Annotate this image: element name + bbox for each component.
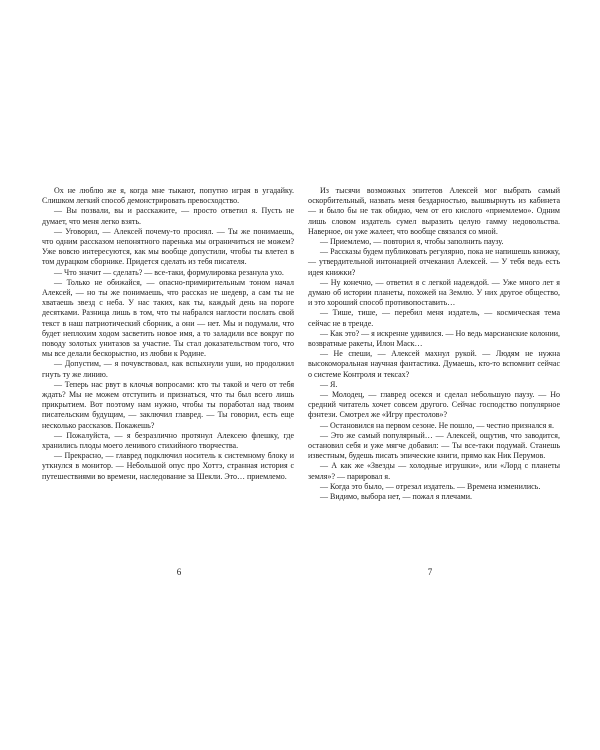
left-paragraph: — Теперь нас рвут в клочья вопросами: кто ты такой и чего от тебя ждать? Мы не можем отступить и признаться, что ты был всего лишь прикрытием. Вот поэтому нам нужно, чтобы ты поработал над твоим писательским будущим, — заключил главред. — Ты говорил, есть еще несколько рассказов. Покажешь? xyxy=(42,379,294,430)
right-paragraph: — Не спеши, — Алексей махнул рукой. — Людям не нужна высокоморальная научная фантастика. Думаешь, кто-то вспомнит сейчас о системе Контроля и тексах? xyxy=(308,349,560,379)
left-paragraph: — Только не обижайся, — опасно-примирительным тоном начал Алексей, — но ты же понимаешь, что рассказ не шедевр, а сам ты не хватаешь звезд с неба. У нас таких, как ты, каждый день на пороге десятками. Разница лишь в том, что ты набрался наглости послать свой текст в наш патриотический сборник, а они — нет. Мы и подумали, что будет неплохим ходом засветить новое имя, а то заладили все вокруг по поводу золотых унитазов за участие. Ты стал доказательством того, что мы все делали бескорыстно, из любви к Родине. xyxy=(42,277,294,359)
left-paragraph: Ох не люблю же я, когда мне тыкают, попутно играя в угадайку. Слишком легкий способ демонстрировать превосходство. xyxy=(42,186,294,206)
right-paragraph: — Я. xyxy=(320,379,338,389)
right-paragraph: — Молодец, — главред осекся и сделал небольшую паузу. — Но средний читатель хочет совсем другого. Сейчас господство популярное фэнтези. Смотрел же «Игру престолов»? xyxy=(308,390,560,420)
left-paragraph: — Пожалуйста, — я безразлично протянул Алексею флешку, где хранились плоды моего ленивого стихийного творчества. xyxy=(42,430,294,451)
right-paragraph: — Как это? — я искренне удивился. — Но ведь марсианские колонии, возвратные ракеты, Илон Маск… xyxy=(308,328,560,349)
left-paragraph: — Допустим, — я почувствовал, как вспыхнули уши, но продолжил гнуть ту же линию. xyxy=(42,359,294,379)
right-paragraph: — Рассказы будем публиковать регулярно, пока не напишешь книжку, — утвердительной интонацией отчеканил Алексей. — У тебя ведь есть идея книжки? xyxy=(308,247,560,277)
right-page xyxy=(308,186,560,502)
left-paragraph: — Вы позвали, вы и расскажите, — просто ответил я. Пусть не думает, что меня легко взять. xyxy=(42,206,294,226)
left-paragraph: — Что значит — сделать? — все-таки, формулировка резанула ухо. xyxy=(54,267,284,277)
right-paragraph: — Это же самый популярный… — Алексей, ощутив, что заводится, остановил себя и уже мягче добавил: — Ты все-таки подумай. Станешь известным, будешь писать эпические книги, прямо как Ник Перумов. xyxy=(308,430,560,461)
right-paragraph: — А как же «Звезды — холодные игрушки», или «Лорд с планеты земля»? — парировал я. xyxy=(308,461,560,481)
left-paragraph: — Уговорил, — Алексей почему-то просиял. — Ты же понимаешь, что одним рассказом непонятного паренька мы ограничиться не можем? Уже вовсю интересуются, как мы вообще допустили, чтобы ты влетел в том дурацком сборнике. Придется сделать из тебя писателя. xyxy=(42,226,294,267)
left-paragraph: — Прекрасно, — главред подключил носитель к системному блоку и уткнулся в монитор. — Небольшой опус про Хоттэ, странная история с путешествиями во времени, наследование за Шекли. Это… приемлемо. xyxy=(42,451,294,481)
right-paragraph: — Видимо, выбора нет, — пожал я плечами. xyxy=(320,492,472,502)
right-page-number: 7 xyxy=(427,567,433,577)
right-paragraph: — Тише, тише, — перебил меня издатель, — космическая тема сейчас не в тренде. xyxy=(308,308,560,328)
left-page-number: 6 xyxy=(176,567,182,577)
right-paragraph: Из тысячи возможных эпитетов Алексей мог выбрать самый оскорбительный, назвать меня бездарностью, вышвырнуть из кабинета — и было бы не так обидно, чем от его кислого «приемлемо». Одним лишь словом издатель сумел выразить целую гамму недовольства. Наверное, он уже жалеет, что вообще связался со мной. xyxy=(308,186,560,236)
left-page xyxy=(42,186,294,482)
right-paragraph: — Остановился на первом сезоне. Не пошло, — честно признался я. xyxy=(320,420,554,430)
right-paragraph: — Ну конечно, — ответил я с легкой надеждой. — Уже много лет я думаю об истории планеты, похожей на Землю. У них другое общество, и это хороший способ противопоставить… xyxy=(308,277,560,308)
right-paragraph: — Приемлемо, — повторил я, чтобы заполнить паузу. xyxy=(320,237,504,247)
right-paragraph: — Когда это было, — отрезал издатель. — Времена изменились. xyxy=(320,481,541,491)
